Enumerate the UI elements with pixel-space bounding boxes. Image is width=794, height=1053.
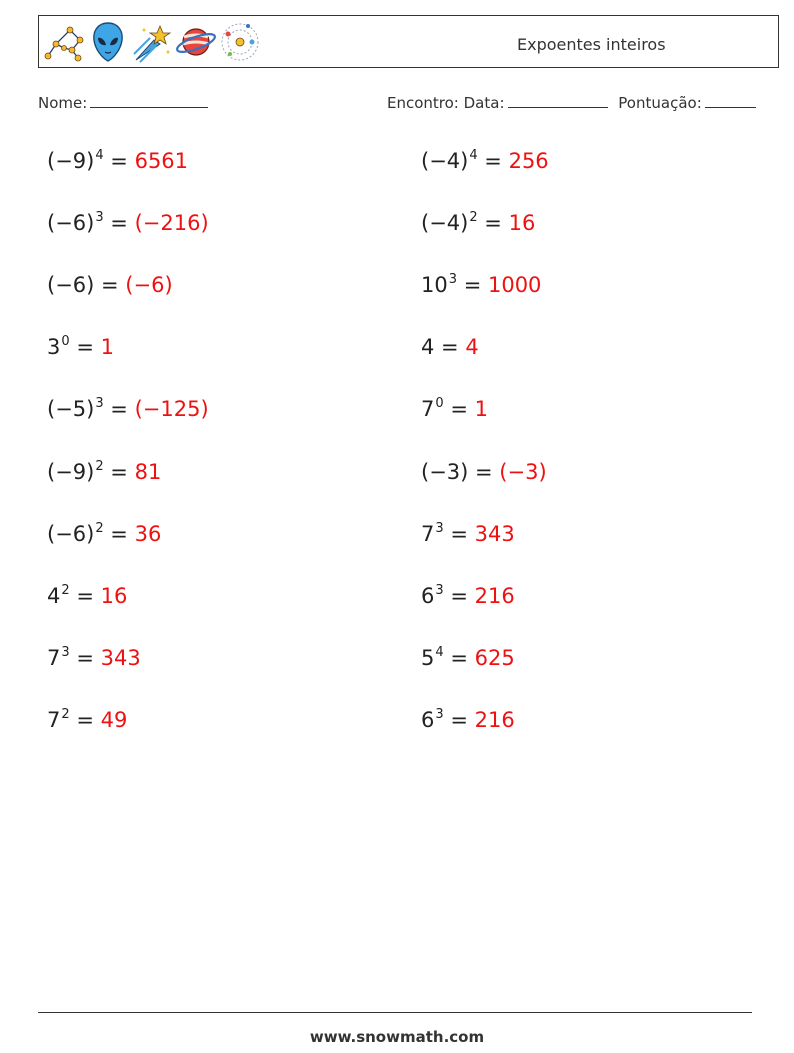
score-blank[interactable] xyxy=(705,94,756,108)
problem-exponent: 2 xyxy=(469,210,478,226)
problem-answer: (−6) xyxy=(125,273,173,298)
problem-answer: 1 xyxy=(100,335,114,360)
problem-base: (−5) xyxy=(47,397,95,422)
equals-sign: = xyxy=(457,273,488,298)
equals-sign: = xyxy=(103,521,135,546)
problem-item xyxy=(421,460,547,484)
equals-sign: = xyxy=(434,335,466,360)
problem-item xyxy=(421,584,515,608)
score-label: Pontuação: xyxy=(618,94,702,112)
problem-item xyxy=(47,522,161,546)
problem-item xyxy=(47,335,114,359)
problem-item xyxy=(421,646,515,670)
constellation-icon xyxy=(42,20,86,64)
problem-item xyxy=(421,149,549,173)
problem-item xyxy=(421,397,488,421)
problem-exponent: 4 xyxy=(469,148,478,163)
problem-answer: 36 xyxy=(134,521,162,546)
problem-item xyxy=(47,708,127,732)
equals-sign: = xyxy=(103,211,135,236)
problem-answer: (−216) xyxy=(134,211,209,236)
equals-sign: = xyxy=(443,521,475,546)
problem-answer: 343 xyxy=(474,521,515,546)
problem-answer: 4 xyxy=(465,335,479,360)
problem-answer: 16 xyxy=(100,583,128,608)
problem-item xyxy=(421,522,515,546)
date-blank[interactable] xyxy=(508,94,608,108)
problem-answer: 216 xyxy=(474,583,515,608)
problem-answer: 6561 xyxy=(134,149,189,173)
equals-sign: = xyxy=(103,149,135,173)
problem-item xyxy=(421,335,479,359)
problem-base: (−9) xyxy=(47,149,95,173)
problem-answer: 256 xyxy=(508,149,549,173)
problem-answer: 625 xyxy=(474,645,515,670)
equals-sign: = xyxy=(477,149,509,173)
problem-answer: 1000 xyxy=(487,273,542,298)
problem-item xyxy=(421,708,515,732)
equals-sign: = xyxy=(103,459,135,484)
problem-base: 4 xyxy=(47,583,61,608)
footer-divider xyxy=(38,1012,752,1013)
problem-item xyxy=(47,460,161,484)
worksheet-title: Expoentes inteiros xyxy=(517,35,666,54)
equals-sign: = xyxy=(69,335,101,360)
problem-item xyxy=(47,584,127,608)
problem-exponent: 3 xyxy=(435,520,444,536)
problem-item xyxy=(47,211,209,235)
equals-sign: = xyxy=(468,459,500,484)
alien-icon xyxy=(86,20,130,64)
problem-base: 4 xyxy=(421,335,435,360)
problem-exponent: 3 xyxy=(95,210,104,226)
problem-base: 6 xyxy=(421,707,435,732)
problem-base: (−6) xyxy=(47,211,95,236)
problem-answer: 81 xyxy=(134,459,162,484)
problem-base: 7 xyxy=(421,521,435,546)
problem-exponent: 3 xyxy=(448,272,458,288)
problem-answer: 49 xyxy=(100,707,128,732)
problem-exponent: 2 xyxy=(61,582,70,598)
problem-item xyxy=(421,211,535,235)
problem-base: (−4) xyxy=(421,211,469,236)
equals-sign: = xyxy=(94,273,126,298)
problem-exponent: 3 xyxy=(95,396,104,412)
planet-icon xyxy=(174,20,218,64)
header-box xyxy=(38,15,779,68)
equals-sign: = xyxy=(477,211,509,236)
session-label: Encontro: Data: xyxy=(387,94,505,112)
problem-base: (−3) xyxy=(421,459,469,484)
session-field xyxy=(387,94,756,112)
solar-system-icon xyxy=(218,20,262,64)
problem-answer: (−3) xyxy=(499,459,547,484)
problem-exponent: 2 xyxy=(95,520,104,536)
problem-base: 7 xyxy=(47,645,61,670)
problem-item xyxy=(421,273,541,297)
problem-base: 10 xyxy=(421,273,448,298)
problem-base: (−9) xyxy=(47,459,95,484)
problem-base: 5 xyxy=(421,645,435,670)
problem-exponent: 4 xyxy=(435,644,444,660)
equals-sign: = xyxy=(69,583,101,608)
problem-base: (−4) xyxy=(421,149,469,173)
header-icons xyxy=(42,20,262,64)
equals-sign: = xyxy=(443,707,475,732)
problem-exponent: 3 xyxy=(435,706,444,722)
problem-exponent: 3 xyxy=(435,582,444,598)
equals-sign: = xyxy=(443,645,475,670)
problem-base: 7 xyxy=(421,397,435,422)
problem-exponent: 0 xyxy=(435,396,444,412)
equals-sign: = xyxy=(443,583,475,608)
problem-answer: 216 xyxy=(474,707,515,732)
name-field xyxy=(38,94,208,112)
equals-sign: = xyxy=(103,397,135,422)
equals-sign: = xyxy=(69,645,101,670)
problem-item xyxy=(47,397,209,421)
problem-answer: 343 xyxy=(100,645,141,670)
footer-url[interactable]: www.snowmath.com xyxy=(309,1028,485,1046)
problem-exponent: 2 xyxy=(61,706,70,722)
equals-sign: = xyxy=(69,707,101,732)
shooting-star-icon xyxy=(130,20,174,64)
problem-base: 3 xyxy=(47,335,61,360)
name-label: Nome: xyxy=(38,94,88,112)
problem-answer: 1 xyxy=(474,397,488,422)
problem-base: 6 xyxy=(421,583,435,608)
problem-exponent: 4 xyxy=(95,148,104,163)
name-blank[interactable] xyxy=(90,94,208,108)
problem-item xyxy=(47,273,173,297)
problem-item xyxy=(47,149,188,173)
problem-item xyxy=(47,646,141,670)
problem-base: (−6) xyxy=(47,521,95,546)
problem-answer: (−125) xyxy=(134,397,209,422)
problem-exponent: 2 xyxy=(95,458,104,474)
equals-sign: = xyxy=(443,397,475,422)
problem-answer: 16 xyxy=(508,211,536,236)
problem-exponent: 0 xyxy=(61,334,70,350)
problem-exponent: 3 xyxy=(61,644,70,660)
problem-base: 7 xyxy=(47,707,61,732)
problem-base: (−6) xyxy=(47,273,95,298)
